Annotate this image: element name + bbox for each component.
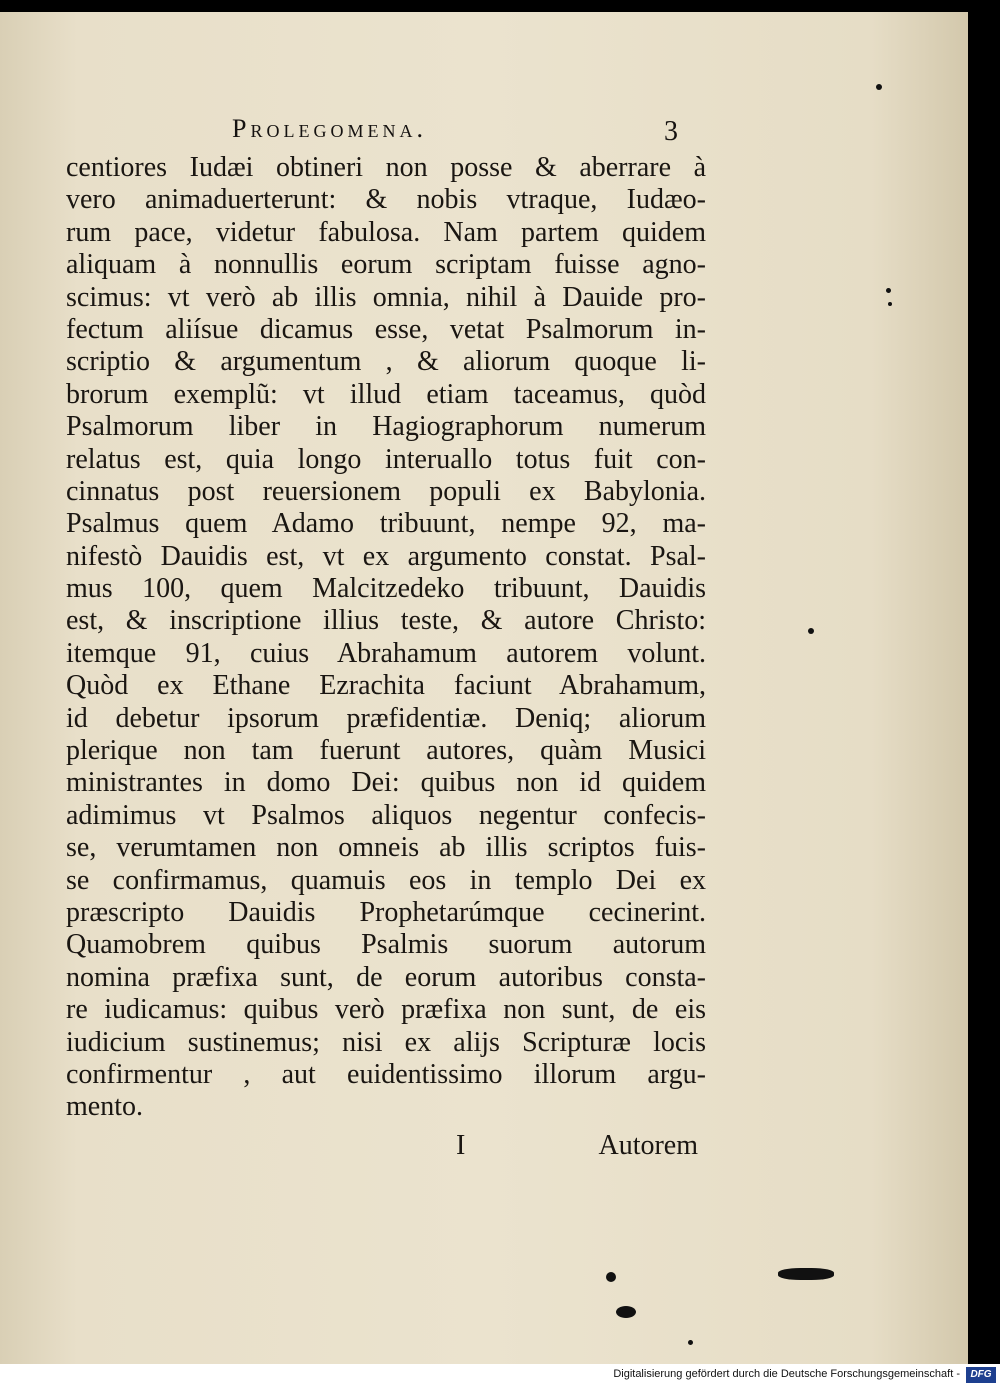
text-line: mus 100, quem Malcitzedeko tribuunt, Dauidis (66, 573, 706, 605)
text-line: plerique non tam fuerunt autores, quàm Musici (66, 735, 706, 767)
footer-bar (0, 1364, 1000, 1388)
text-line: relatus est, quia longo interuallo totus fuit con- (66, 443, 706, 475)
text-line: nomina præfixa sunt, de eorum autoribus consta- (66, 961, 706, 993)
ink-speck (778, 1268, 834, 1280)
running-title: Prolegomena. (232, 114, 427, 143)
text-line: mento. (66, 1091, 143, 1123)
text-line: Psalmorum liber in Hagiographorum numerum (66, 411, 706, 443)
ink-speck (616, 1306, 636, 1318)
body-text (66, 152, 706, 1124)
page-number: 3 (664, 116, 678, 147)
text-line: id debetur ipsorum præfidentiæ. Deniq; aliorum (66, 702, 706, 734)
book-page (0, 12, 968, 1364)
text-line: fectum aliísue dicamus esse, vetat Psalmorum in- (66, 313, 706, 345)
text-line: Quamobrem quibus Psalmis suorum autorum (66, 929, 706, 961)
text-line: confirmentur , aut euidentissimo illorum argu- (66, 1058, 706, 1090)
text-line: est, & inscriptione illius teste, & autore Christo: (66, 605, 706, 637)
text-line: re iudicamus: quibus verò præfixa non sunt, de eis (66, 994, 706, 1026)
text-line: ministrantes in domo Dei: quibus non id quidem (66, 767, 706, 799)
ink-speck (886, 288, 891, 293)
text-line: scriptio & argumentum , & aliorum quoque li- (66, 346, 706, 378)
ink-speck (888, 302, 892, 306)
text-line: rum pace, videtur fabulosa. Nam partem quidem (66, 216, 706, 248)
catchword: Autorem (598, 1130, 698, 1161)
funding-credit: Digitalisierung gefördert durch die Deutsche Forschungsgemeinschaft - (613, 1368, 960, 1380)
text-line: se confirmamus, quamuis eos in templo Dei ex (66, 864, 706, 896)
text-line: scimus: vt verò ab illis omnia, nihil à Dauide pro- (66, 281, 706, 313)
text-line: aliquam à nonnullis eorum scriptam fuisse agno- (66, 249, 706, 281)
ink-speck (808, 628, 814, 634)
text-line: centiores Iudæi obtineri non posse & aberrare à (66, 152, 706, 183)
text-line: cinnatus post reuersionem populi ex Babylonia. (66, 475, 706, 507)
ink-speck (876, 84, 882, 90)
catchline (456, 1130, 698, 1166)
text-line: se, verumtamen non omneis ab illis scriptos fuis- (66, 832, 706, 864)
ink-speck (688, 1340, 693, 1345)
text-line: Psalmus quem Adamo tribuunt, nempe 92, ma- (66, 508, 706, 540)
text-line: Quòd ex Ethane Ezrachita faciunt Abrahamum, (66, 670, 706, 702)
ink-speck (606, 1272, 616, 1282)
text-line: iudicium sustinemus; nisi ex alijs Scripturæ locis (66, 1026, 706, 1058)
text-line: nifestò Dauidis est, vt ex argumento constat. Psal- (66, 540, 706, 572)
signature-mark: I (456, 1130, 466, 1161)
text-line: adimimus vt Psalmos aliquos negentur confecis- (66, 799, 706, 831)
dfg-logo: DFG (966, 1367, 996, 1383)
text-line: præscripto Dauidis Prophetarúmque cecinerint. (66, 896, 706, 928)
text-line: brorum exemplũ: vt illud etiam taceamus, quòd (66, 378, 706, 410)
text-line: vero animaduerterunt: & nobis vtraque, Iudæo- (66, 184, 706, 216)
text-line: itemque 91, cuius Abrahamum autorem volunt. (66, 637, 706, 669)
